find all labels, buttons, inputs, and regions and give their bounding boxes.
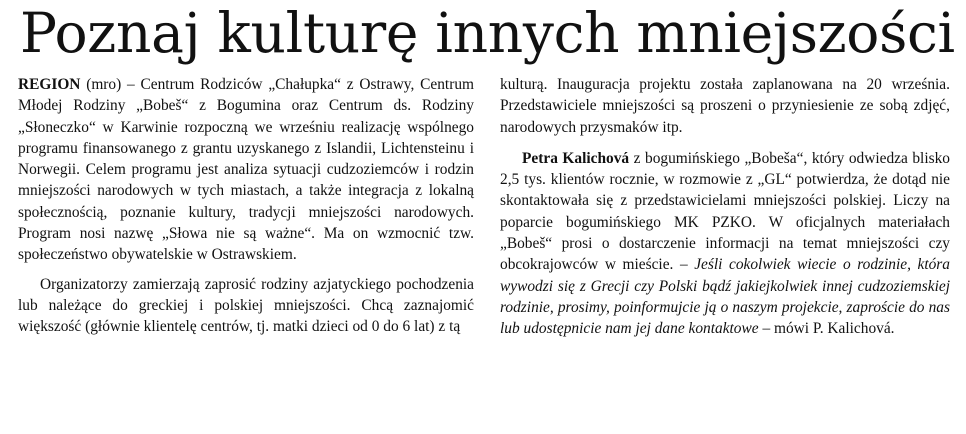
paragraph-text: kulturą. Inauguracja projektu została zaplanowana na 20 września. Przedstawiciele mniejszości są proszeni o przyniesienie ze sobą zdjęć, narodowych przysmaków itp.	[500, 76, 950, 136]
paragraph	[500, 74, 950, 138]
person-name: Petra Kalichová	[522, 149, 630, 167]
paragraph-text: z bogumińskiego „Bobeša“, który odwiedza blisko 2,5 tys. klientów rocznie, w rozmowie z „GL“ potwierdza, że dotąd nie skontaktowała się z przedstawicielami mniejszości polskiej. Liczy na poparcie bogumińskiego MK PZKO. W oficjalnych materiałach „Bobeš“ prosi o dostarczenie informacji na temat mniejszości czy obcokrajowców w mieście. –	[500, 149, 950, 274]
left-column	[18, 74, 474, 338]
right-column	[500, 74, 950, 340]
article-headline: Poznaj kulturę innych mniejszości	[20, 1, 955, 65]
paragraph	[18, 274, 474, 338]
quote-text: Jeśli cokolwiek wiecie o rodzinie, która wywodzi się z Grecji czy Polski bądź jakiejkolwiek innej cudzoziemskiej rodzinie, prosimy, poinformujcie ją o naszym projekcie, zaproście do nas lub udostępnicie nam jej dane kontaktowe	[500, 256, 950, 338]
paragraph	[18, 74, 474, 266]
paragraph-text: Organizatorzy zamierzają zaprosić rodziny azjatyckiego pochodzenia lub należące do greckiej i polskiej mniejszości. Chcą zaznajomić większość (głównie klientelę centrów, tj. matki dzieci od 0 do 6 lat) z tą	[18, 275, 474, 336]
paragraph	[500, 148, 950, 340]
quote-attribution: – mówi P. Kalichová.	[758, 320, 895, 338]
paragraph-text: (mro) – Centrum Rodziców „Chałupka“ z Ostrawy, Centrum Młodej Rodziny „Bobeš“ z Bogumina oraz Centrum ds. Rodziny „Słoneczko“ w Karwinie rozpoczną we wrześniu realizację wspólnego programu finansowanego z grantu uzyskanego z Islandii, Lichtensteinu i Norwegii. Celem programu jest analiza sytuacji cudzoziemców i rodzin mniejszości narodowych w tych miastach, a także integracja z lokalną społecznością, poznanie kultury, tradycji mniejszości narodowych. Program nosi nazwę „Słowa nie są ważne“. Ma on wzmocnić tzw. społeczeństwo obywatelskie w Ostrawskiem.	[18, 76, 474, 264]
region-label: REGION	[18, 76, 81, 93]
